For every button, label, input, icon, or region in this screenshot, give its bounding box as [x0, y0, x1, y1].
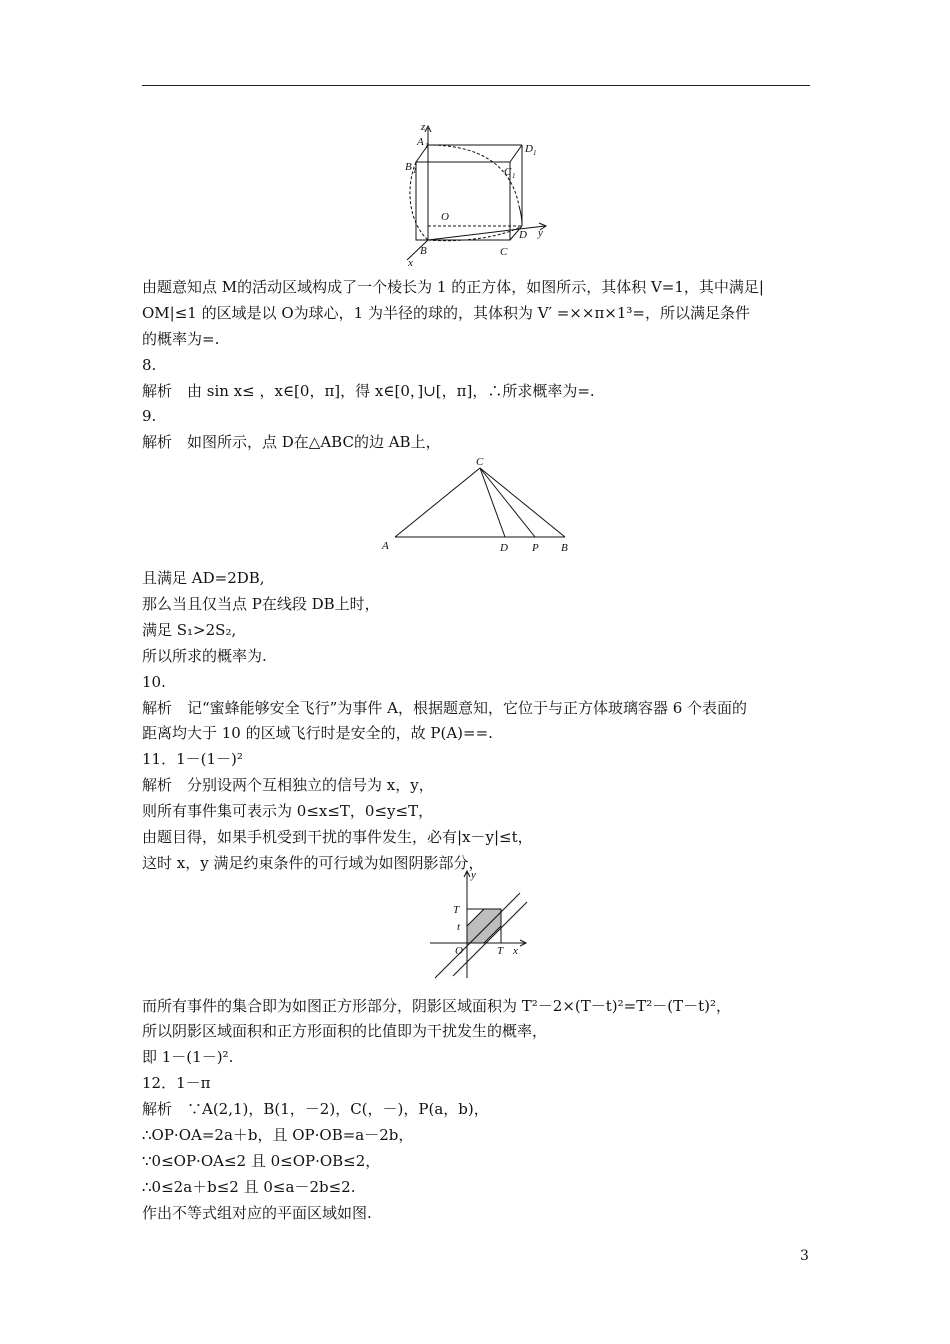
- text-line: OM|≤1 的区域是以 O为球心，1 为半径的球的，其体积为 V′ =××π×1³=，所以满足条件: [142, 304, 751, 322]
- triangle-d-label: D: [500, 542, 508, 554]
- page-number: 3: [800, 1248, 809, 1264]
- text-line: 那么当且仅当点 P在线段 DB上时，: [142, 595, 380, 613]
- cube-a1-sub: 1: [425, 142, 429, 150]
- cube-a1-label: A: [417, 136, 424, 148]
- upper-boundary-line: [435, 893, 520, 978]
- cube-b1-label: B: [405, 161, 412, 173]
- region-t-upper-label: T: [453, 904, 460, 916]
- text-line: 由题目得，如果手机受到干扰的事件发生，必有|x－y|≤t，: [142, 828, 533, 846]
- cube-b1-sub: 1: [413, 167, 417, 175]
- y-axis: [428, 226, 545, 240]
- text-line: 即 1－(1－)².: [142, 1048, 234, 1066]
- shaded-region: [467, 909, 501, 943]
- problem-number: 10.: [142, 673, 166, 691]
- text-line: 且满足 AD=2DB,: [142, 569, 265, 587]
- problem-number: 8.: [142, 356, 157, 374]
- triangle-c-label: C: [476, 456, 484, 468]
- region-t-lower-label: t: [457, 921, 461, 933]
- triangle-a-label: A: [382, 540, 389, 552]
- text-line: ∴OP·OA=2a＋b，且 OP·OB=a－2b，: [142, 1126, 414, 1144]
- text-line: 这时 x，y 满足约束条件的可行域为如图阴影部分，: [142, 854, 484, 872]
- problem-number: 9.: [142, 407, 157, 425]
- triangle-p-label: P: [532, 542, 539, 554]
- text-line: 距离均大于 10 的区域飞行时是安全的，故 P(A)==.: [142, 724, 493, 742]
- region-t-x-label: T: [497, 945, 504, 957]
- text-line: 满足 S₁>2S₂,: [142, 621, 237, 639]
- text-line: 则所有事件集可表示为 0≤x≤T，0≤y≤T，: [142, 802, 434, 820]
- text-line: 所以所求的概率为.: [142, 647, 267, 665]
- header-rule: [142, 85, 810, 86]
- text-line: ∵0≤OP·OA≤2 且 0≤OP·OB≤2，: [142, 1152, 381, 1170]
- region-x-label: x: [513, 945, 518, 957]
- text-line: 所以阴影区域面积和正方形面积的比值即为干扰发生的概率，: [142, 1022, 548, 1040]
- cube-figure: [395, 118, 565, 268]
- text-line: 解析 由 sin x≤ ，x∈[0，π]，得 x∈[0，]∪[，π]，∴所求概率为=.: [142, 382, 595, 400]
- cube-d-label: D: [519, 229, 527, 241]
- text-line: 由题意知点 M的活动区域构成了一个棱长为 1 的正方体，如图所示，其体积 V=1，其中满足|: [142, 278, 764, 296]
- text-line: 解析 记“蜜蜂能够安全飞行”为事件 A，根据题意知，它位于与正方体玻璃容器 6 个表面的: [142, 699, 748, 717]
- segment-cp: [480, 468, 535, 537]
- region-o-label: O: [455, 945, 463, 957]
- problem-number: 11．1－(1－)²: [142, 750, 243, 768]
- triangle-b-label: B: [561, 542, 568, 554]
- cube-y-label: y: [538, 227, 543, 239]
- cube-d1-label: D: [525, 143, 533, 155]
- text-line: ∴0≤2a＋b≤2 且 0≤a－2b≤2.: [142, 1178, 356, 1196]
- text-line: 解析 如图所示，点 D在△ABC的边 AB上，: [142, 433, 441, 451]
- cube-z-label: z: [421, 121, 426, 133]
- triangle-figure: [375, 455, 585, 557]
- cube-b-label: B: [420, 245, 427, 257]
- region-y-label: y: [471, 869, 476, 881]
- text-line: 而所有事件的集合即为如图正方形部分，阴影区域面积为 T²－2×(T－t)²=T²－(T－t)²，: [142, 997, 731, 1015]
- cube-c1-label: C: [504, 166, 512, 178]
- text-line: 的概率为=.: [142, 330, 220, 348]
- cube-c-label: C: [500, 246, 508, 258]
- problem-number: 12．1－π: [142, 1074, 211, 1092]
- region-figure: [425, 868, 535, 983]
- text-line: 解析 分别设两个互相独立的信号为 x，y，: [142, 776, 434, 794]
- text-line: 解析 ∵A(2,1)，B(1，－2)，C(，－)，P(a，b)，: [142, 1100, 489, 1118]
- cube-o-label: O: [441, 211, 449, 223]
- text-line: 作出不等式组对应的平面区域如图.: [142, 1204, 372, 1222]
- segment-ac: [395, 468, 480, 537]
- cube-d1-sub: 1: [533, 149, 537, 157]
- cube-x-label: x: [408, 257, 413, 268]
- cube-c1-sub: 1: [512, 172, 516, 180]
